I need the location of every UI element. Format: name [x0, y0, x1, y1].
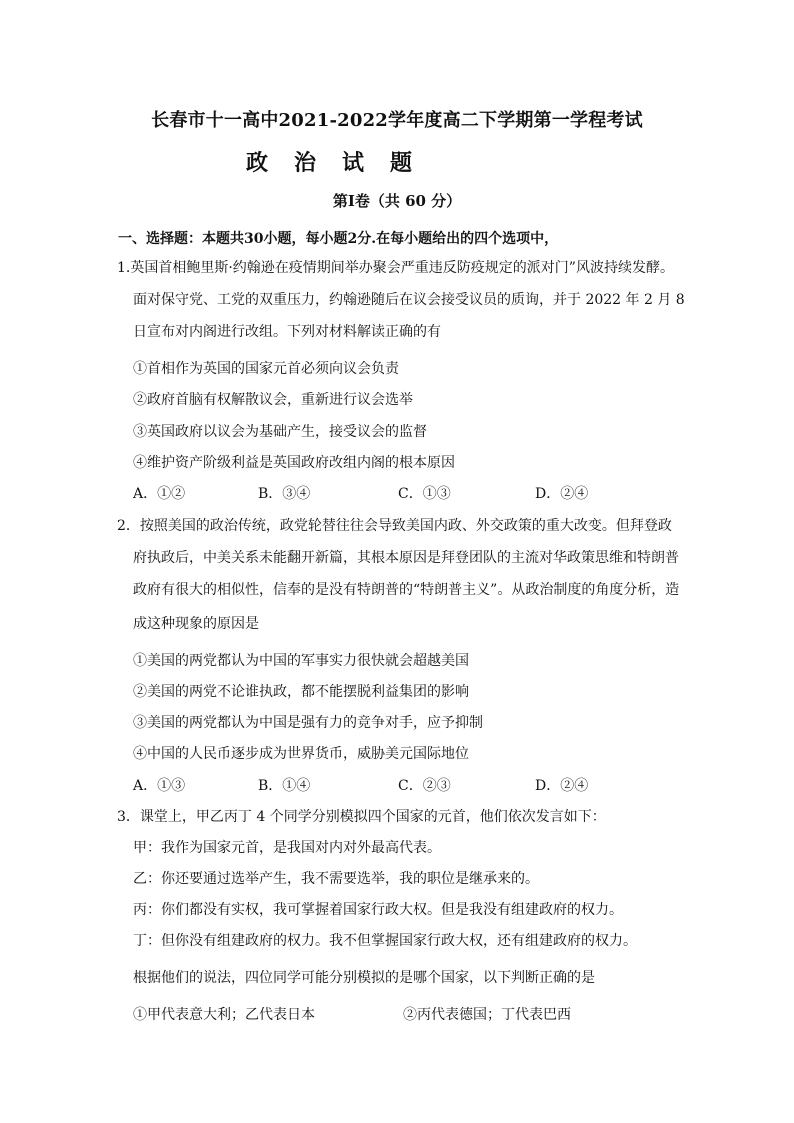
question-3-stem-line-1: 3．课堂上，甲乙丙丁 4 个同学分别模拟四个国家的元首，他们依次发言如下：: [117, 809, 606, 825]
volume-title: 第Ⅰ卷（共 60 分）: [332, 192, 462, 210]
question-1-option-1: ①首相作为英国的国家元首必须向议会负责: [133, 361, 399, 377]
question-2-option-3: ③美国的两党都认为中国是强有力的竞争对手，应予抑制: [133, 715, 483, 731]
question-3-statement-bing: 丙：你们都没有实权，我可掌握着国家行政大权。但是我没有组建政府的权力。: [133, 902, 623, 918]
question-2-option-2: ②美国的两党不论谁执政，都不能摆脱利益集团的影响: [133, 684, 469, 700]
question-2-choice-a: A．①③: [133, 778, 186, 794]
question-3-choice-2: ②丙代表德国；丁代表巴西: [403, 1007, 571, 1023]
school-exam-title: 长春市十一高中2021-2022学年度高二下学期第一学程考试: [151, 110, 643, 131]
question-1-option-4: ④维护资产阶级利益是英国政府改组内阁的根本原因: [133, 455, 455, 471]
section-heading: 一、选择题：本题共30小题，每小题2分.在每小题给出的四个选项中，: [118, 231, 559, 247]
question-3-statement-jia: 甲：我作为国家元首，是我国对内对外最高代表。: [133, 840, 441, 856]
question-2-choice-d: D．②④: [535, 778, 589, 794]
question-1-stem-line-1: 1.英国首相鲍里斯·约翰逊在疫情期间举办聚会严重违反防疫规定的派对门”风波持续发酵。: [117, 260, 674, 276]
question-2-stem-line-3: 政府有很大的相似性，信奉的是没有特朗普的“特朗普主义”。从政治制度的角度分析，造: [133, 582, 680, 598]
question-3-statement-yi: 乙：你还要通过选举产生，我不需要选举，我的职位是继承来的。: [133, 871, 539, 887]
question-3-prompt: 根据他们的说法，四位同学可能分别模拟的是哪个国家，以下判断正确的是: [133, 970, 595, 986]
question-3-choice-1: ①甲代表意大利；乙代表日本: [133, 1007, 315, 1023]
question-1-choice-c: C．①③: [398, 486, 451, 502]
question-2-option-1: ①美国的两党都认为中国的军事实力很快就会超越美国: [133, 653, 469, 669]
question-3-statement-ding: 丁：但你没有组建政府的权力。我不但掌握国家行政大权，还有组建政府的权力。: [133, 933, 637, 949]
question-1-choice-b: B．③④: [258, 486, 311, 502]
question-2-option-4: ④中国的人民币逐步成为世界货币，威胁美元国际地位: [133, 746, 469, 762]
question-1-option-3: ③英国政府以议会为基础产生，接受议会的监督: [133, 424, 427, 440]
question-2-stem-line-4: 成这种现象的原因是: [133, 616, 259, 632]
question-1-choice-a: A．①②: [133, 486, 186, 502]
question-2-choice-b: B．①④: [258, 778, 311, 794]
question-1-stem-line-3: 日宣布对内阁进行改组。下列对材料解读正确的有: [133, 324, 441, 340]
question-2-stem-line-1: 2．按照美国的政治传统，政党轮替往往会导致美国内政、外交政策的重大改变。但拜登政: [117, 518, 672, 534]
question-1-option-2: ②政府首脑有权解散议会，重新进行议会选举: [133, 392, 413, 408]
question-2-stem-line-2: 府执政后，中美关系未能翻开新篇，其根本原因是拜登团队的主流对华政策思维和特朗普: [133, 550, 679, 566]
question-2-choice-c: C．②③: [398, 778, 451, 794]
subject-title: 政治试题: [245, 150, 438, 176]
question-1-stem-line-2: 面对保守党、工党的双重压力，约翰逊随后在议会接受议员的质询，并于 2022 年 2 月 8: [133, 292, 685, 308]
question-1-choice-d: D．②④: [535, 486, 589, 502]
